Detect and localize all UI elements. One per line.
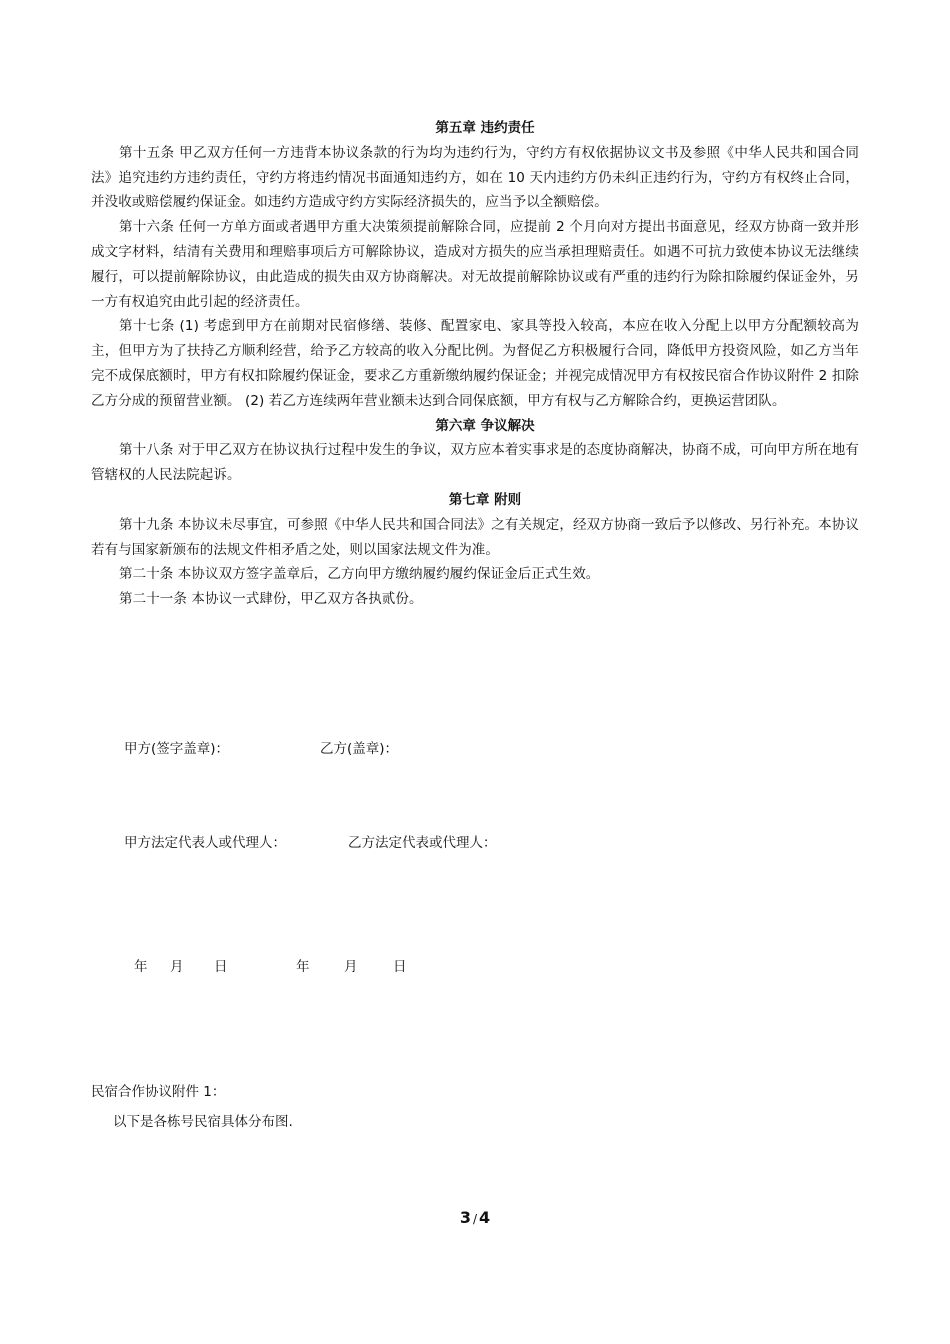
party-b-date-month: 月: [344, 959, 358, 975]
party-a-date-month: 月: [170, 959, 184, 975]
party-a-date-year: 年: [134, 959, 148, 975]
article-20: 第二十条 本协议双方签字盖章后，乙方向甲方缴纳履约履约保证金后正式生效。: [119, 566, 600, 583]
party-b-date-day: 日: [393, 959, 407, 975]
appendix-body: 以下是各栋号民宿具体分布图.: [113, 1114, 293, 1130]
party-a-representative-label: 甲方法定代表人或代理人：: [124, 835, 286, 851]
article-16: 第十六条 任何一方单方面或者遇甲方重大决策须提前解除合同，应提前 2 个月向对方提出书面意见，经双方协商一致并形成文字材料，结清有关费用和理赔事项后方可解除协议，造成对方损失的应当承担理赔责任。如遇不可抗力致使本协议无法继续履行，可以提前解除协议，由此造成的损失由双方协商解决。对无故提前解除协议或有严重的违约行为除扣除履约保证金外，另一方有权追究由此引起的经济责任。: [91, 219, 859, 310]
party-b-seal-label: 乙方(盖章)：: [320, 741, 399, 757]
appendix-title: 民宿合作协议附件 1：: [91, 1084, 226, 1100]
chapter-6-title: 第六章 争议解决: [435, 417, 535, 434]
party-a-seal-label: 甲方(签字盖章)：: [124, 741, 230, 757]
chapter-5-title: 第五章 违约责任: [435, 120, 535, 136]
page-total: 4: [479, 1208, 491, 1227]
party-b-representative-label: 乙方法定代表或代理人：: [348, 835, 497, 851]
article-19: 第十九条 本协议未尽事宜，可参照《中华人民共和国合同法》之有关规定，经双方协商一致后予以修改、另行补充。本协议若有与国家新颁布的法规文件相矛盾之处，则以国家法规文件为准。: [91, 516, 859, 558]
chapter-7-title: 第七章 附则: [448, 491, 522, 508]
article-18: 第十八条 对于甲乙双方在协议执行过程中发生的争议，双方应本着实事求是的态度协商解决，协商不成，可向甲方所在地有管辖权的人民法院起诉。: [91, 442, 859, 484]
party-b-date-year: 年: [296, 959, 310, 975]
article-17: 第十七条 (1) 考虑到甲方在前期对民宿修缮、装修、配置家电、家具等投入较高，本应在收入分配上以甲方分配额较高为主，但甲方为了扶持乙方顺利经营，给予乙方较高的收入分配比例。为督促乙方积极履行合同，降低甲方投资风险，如乙方当年完不成保底额时，甲方有权扣除履约保证金，要求乙方重新缴纳履约保证金；并视完成情况甲方有权按民宿合作协议附件 2 扣除乙方分成的预留营业额。 (2) 若乙方连续两年营业额未达到合同保底额，甲方有权与乙方解除合约，更换运营团队。: [91, 318, 859, 409]
article-15: 第十五条 甲乙双方任何一方违背本协议条款的行为均为违约行为，守约方有权依据协议文书及参照《中华人民共和国合同法》追究违约方违约责任，守约方将违约情况书面通知违约方，如在 10 天内违约方仍未纠正违约行为，守约方有权终止合同，并没收或赔偿履约保证金。如违约方造成守约方实际经济损失的，应当予以全额赔偿。: [91, 144, 859, 211]
document-body: [91, 116, 859, 612]
page-current: 3: [459, 1208, 471, 1227]
page-separator: /: [472, 1212, 478, 1226]
article-21: 第二十一条 本协议一式肆份，甲乙双方各执贰份。: [119, 591, 423, 608]
page-number: [0, 1208, 950, 1227]
party-a-date-day: 日: [214, 959, 228, 975]
